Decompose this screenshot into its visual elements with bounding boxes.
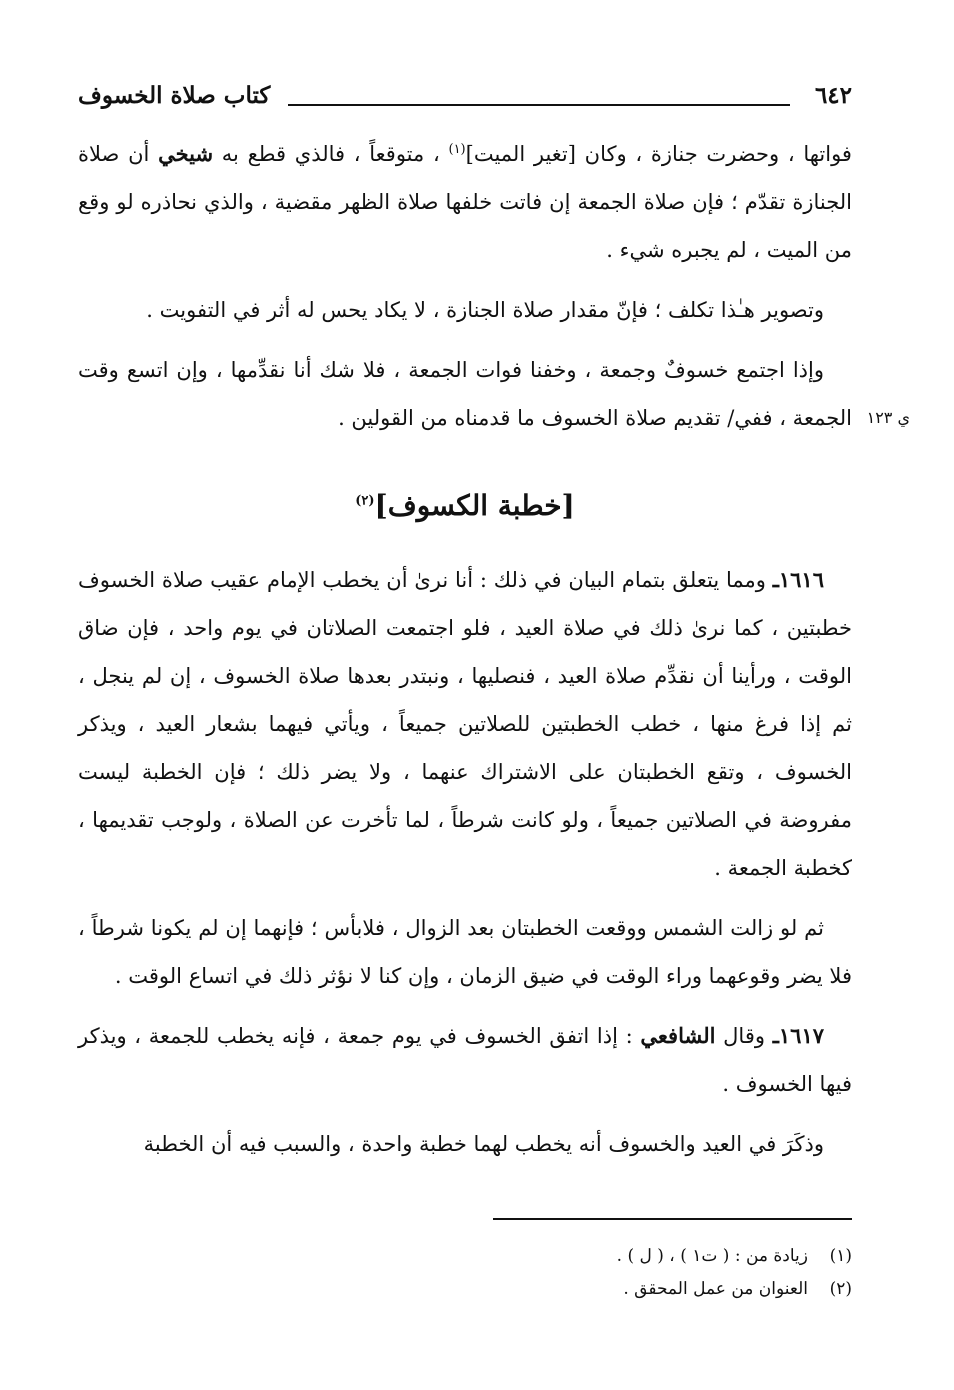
paragraph-number: ١٦١٧ـ: [772, 1023, 825, 1048]
text-run: ، متوقعاً ، فالذي قطع به: [213, 142, 449, 166]
text-run: أن صلاة الجنازة تقدّم ؛ فإن صلاة الجمعة إن فاتت خلفها صلاة الظهر مقضية ، والذي نحاذره لو وقع من الميت ، لم يجبره شيء .: [78, 142, 852, 262]
paragraph: [78, 130, 852, 274]
text-run: وقال: [715, 1024, 773, 1048]
text-run: : إذا اتفق الخسوف في يوم جمعة ، فإنه يخطب للجمعة ، ويذكر فيها الخسوف .: [78, 1024, 852, 1096]
main-text: [78, 130, 910, 1180]
text-run: فواتها ، وحضرت جنازة ، وكان [تغير الميت]: [465, 142, 852, 166]
paragraph: [78, 346, 910, 442]
paragraph: [78, 286, 852, 334]
text-run: وتصوير هـٰذا تكلف ؛ فإنّ مقدار صلاة الجنازة ، لا يكاد يحس له أثر في التفويت .: [146, 298, 824, 322]
text-run: ومما يتعلق بتمام البيان في ذلك : أنا نرىٰ أن يخطب الإمام عقيب صلاة الخسوف خطبتين ، كما نرىٰ ذلك في صلاة العيد ، فلو اجتمعت الصلاتان في يوم واحد ، فإن ضاق الوقت ، ورأينا أن نقدِّم صلاة العيد ، فنصليها ، ونبتدر بعدها صلاة الخسوف ، إن لم ينجل ، ثم إذا فرغ منها ، خطب الخطبتين للصلاتين جميعاً ، ويأتي فيهما بشعار العيد ، ويذكر الخسوف ، وتقع الخطبتان على الاشتراك عنهما ، ولا يضر ذلك ؛ فإن الخطبة ليست مفروضة في الصلاتين جميعاً ، ولو كانت شرطاً ، لما تأخرت عن الصلاة ، ولوجب تقديمها ، كخطبة الجمعة .: [78, 568, 852, 880]
footnote-number: (٢): [829, 1279, 852, 1299]
footnote-ref: (٢): [355, 493, 375, 509]
paragraph: [78, 556, 852, 892]
bold-name: شيخي: [158, 141, 214, 166]
book-title: كتاب صلاة الخسوف: [78, 82, 271, 109]
footnote: [78, 1273, 852, 1306]
text-run: ثم لو زالت الشمس ووقعت الخطبتان بعد الزوال ، فلابأس ؛ فإنهما إن لم يكونا شرطاً ، فلا يضر وقوعهما وراء الوقت في ضيق الزمان ، وإن كنا لا نؤثر ذلك في اتساع الوقت .: [78, 916, 852, 988]
text-run: وذكَرَ في العيد والخسوف أنه يخطب لهما خطبة واحدة ، والسبب فيه أن الخطبة: [143, 1132, 824, 1156]
footnote-text: العنوان من عمل المحقق .: [623, 1279, 808, 1299]
bold-name: الشافعي: [640, 1023, 716, 1048]
footnotes: [78, 1240, 852, 1306]
footnote-rule: [493, 1218, 852, 1220]
paragraph: [78, 904, 852, 1000]
footnote: [78, 1240, 852, 1273]
page-number: ٦٤٢: [814, 82, 852, 109]
paragraph: [78, 1120, 852, 1168]
paragraph: [78, 1012, 852, 1108]
section-heading: [78, 486, 852, 526]
margin-reference: ي ١٢٣: [866, 408, 910, 427]
heading-text: [خطبة الكسوف]: [374, 489, 575, 522]
paragraph-number: ١٦١٦ـ: [772, 567, 824, 592]
running-header: [78, 82, 852, 116]
footnote-text: زيادة من : ( ت١ ) ، ( ل ) .: [616, 1246, 808, 1266]
header-rule: [288, 104, 790, 106]
footnote-ref: (١): [448, 142, 466, 157]
footnote-number: (١): [829, 1246, 852, 1266]
text-run: وإذا اجتمع خسوفٌ وجمعة ، وخفنا فوات الجمعة ، فلا شك أنا نقدِّمها ، وإن اتسع وقت الجمعة ، ففي/ تقديم صلاة الخسوف ما قدمناه من القولين .: [78, 358, 852, 430]
